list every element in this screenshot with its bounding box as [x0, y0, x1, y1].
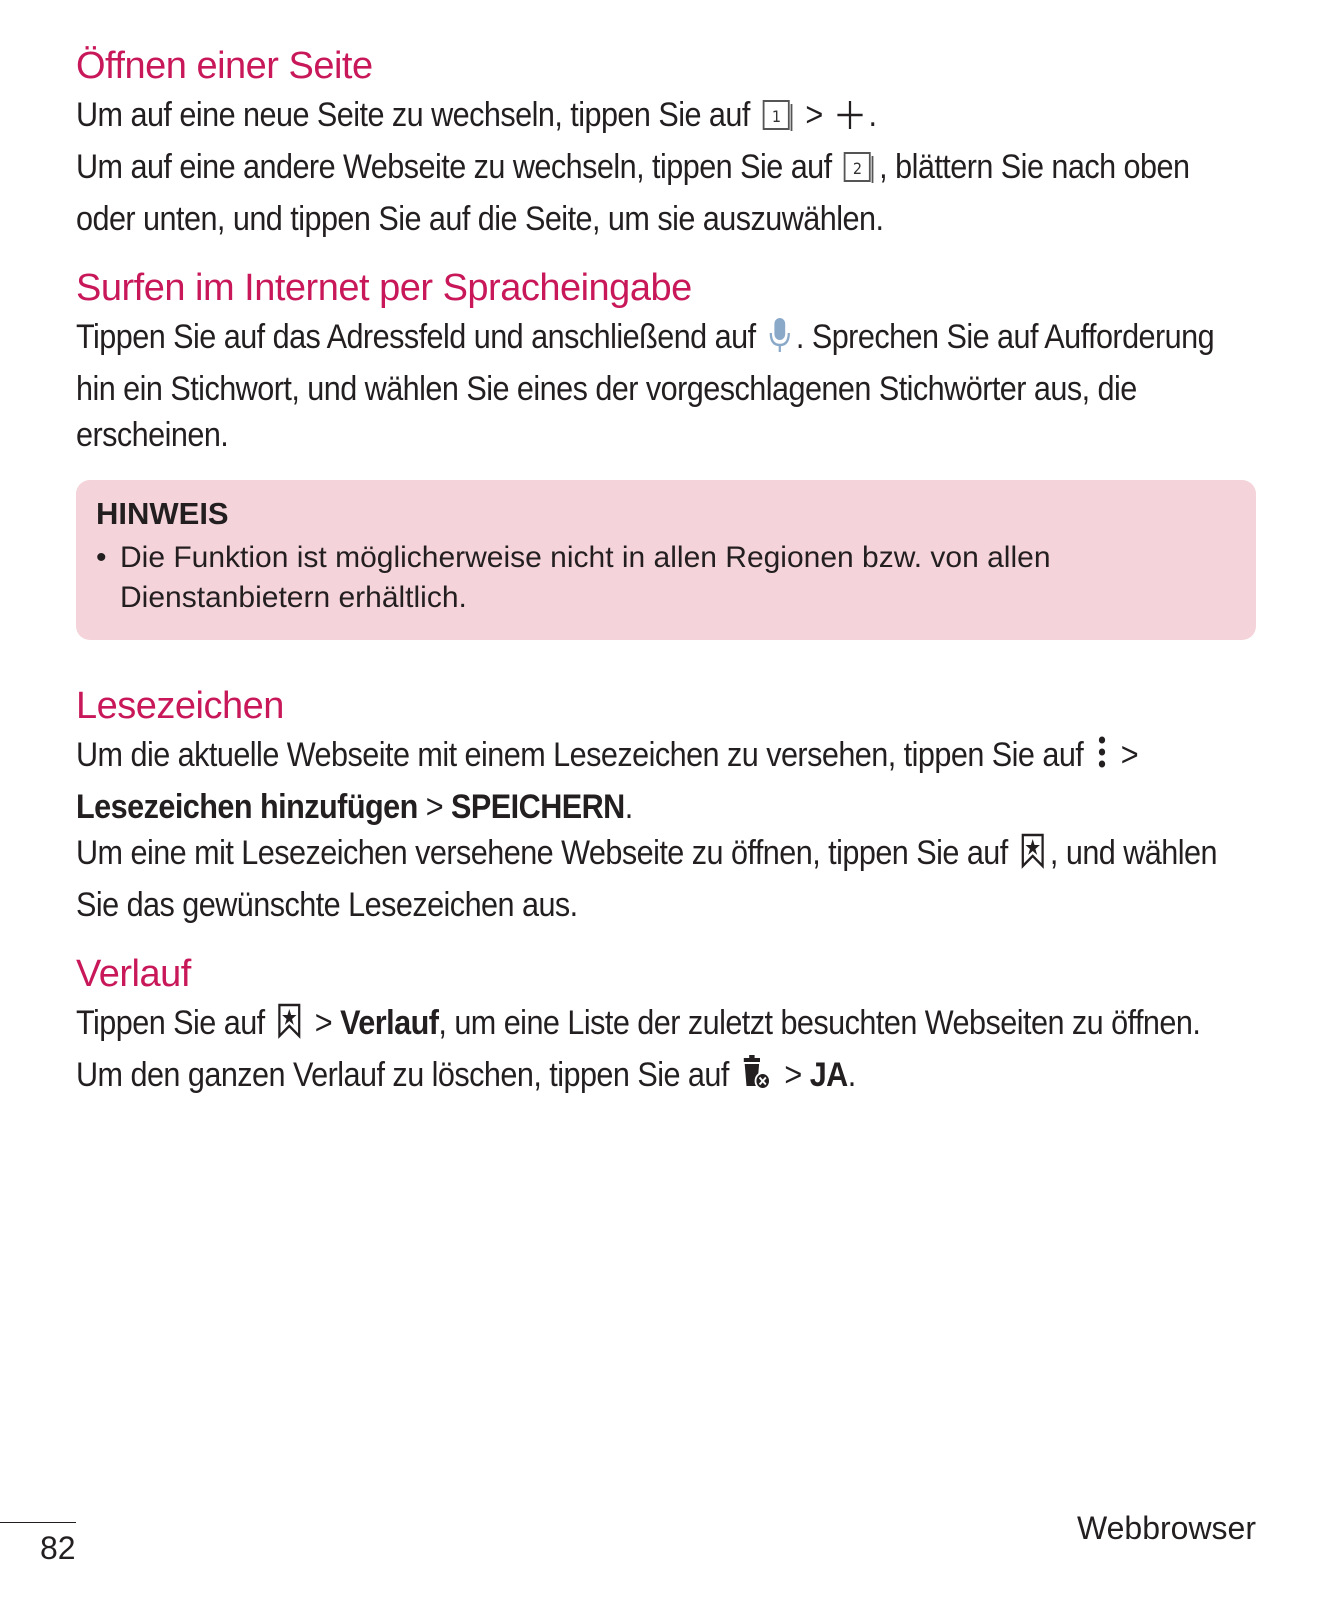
note-item: • Die Funktion ist möglicherweise nicht in allen Regionen bzw. von allen Dienstanbietern erhältlich. — [96, 538, 1236, 618]
bold-term: Verlauf — [340, 1004, 439, 1042]
note-box — [76, 480, 1256, 640]
paragraph: Um auf eine neue Seite zu wechseln, tippen Sie auf 1 > . — [76, 92, 1255, 144]
paragraph: Um den ganzen Verlauf zu löschen, tippen Sie auf > JA. — [76, 1052, 1255, 1104]
section-open-page — [76, 40, 1256, 242]
tabs-2-icon — [843, 150, 875, 196]
more-options-icon — [1095, 734, 1109, 784]
plus-icon — [834, 98, 865, 144]
bookmark-star-icon — [1019, 832, 1046, 882]
paragraph: Tippen Sie auf das Adressfeld und anschließend auf . Sprechen Sie auf Aufforderung hin ein Stichwort, und wählen Sie eines der vorgeschlagenen Stichwörter aus, die erscheinen. — [76, 318, 1215, 454]
paragraph: Um auf eine andere Webseite zu wechseln, tippen Sie auf 2 , blättern Sie nach oben oder unten, und tippen Sie auf die Seite, um sie auszuwählen. — [76, 148, 1190, 238]
page-content — [76, 40, 1256, 1124]
bold-term: Lesezeichen hinzufügen — [76, 788, 418, 826]
page-number: 82 — [40, 1530, 76, 1566]
tabs-1-icon — [761, 98, 793, 144]
bookmark-star-icon — [276, 1002, 303, 1052]
bullet: • — [96, 541, 107, 574]
section-history — [76, 948, 1256, 1104]
delete-history-icon — [740, 1054, 772, 1104]
bold-term: SPEICHERN — [451, 788, 625, 826]
note-title: HINWEIS — [96, 496, 229, 531]
paragraph: Um eine mit Lesezeichen versehene Webseite zu öffnen, tippen Sie auf , und wählen Sie das gewünschte Lesezeichen aus. — [76, 834, 1217, 924]
bold-term: JA — [809, 1056, 848, 1094]
section-title: Öffnen einer Seite — [76, 45, 373, 87]
paragraph: Tippen Sie auf > Verlauf, um eine Liste der zuletzt besuchten Webseiten zu öffnen. — [76, 1000, 1255, 1052]
section-title: Surfen im Internet per Spracheingabe — [76, 267, 692, 309]
section-bookmarks — [76, 680, 1256, 928]
page-number-rule — [0, 1522, 76, 1523]
svg-text:1: 1 — [771, 107, 781, 127]
svg-text:2: 2 — [853, 159, 862, 179]
chapter-title: Webbrowser — [1076, 1510, 1256, 1546]
microphone-icon — [767, 316, 792, 366]
section-title: Verlauf — [76, 953, 191, 995]
section-voice-search — [76, 262, 1256, 458]
paragraph: Um die aktuelle Webseite mit einem Lesezeichen zu versehen, tippen Sie auf > Lesezeichen hinzufügen > SPEICHERN. — [76, 736, 1139, 826]
section-title: Lesezeichen — [76, 685, 284, 727]
